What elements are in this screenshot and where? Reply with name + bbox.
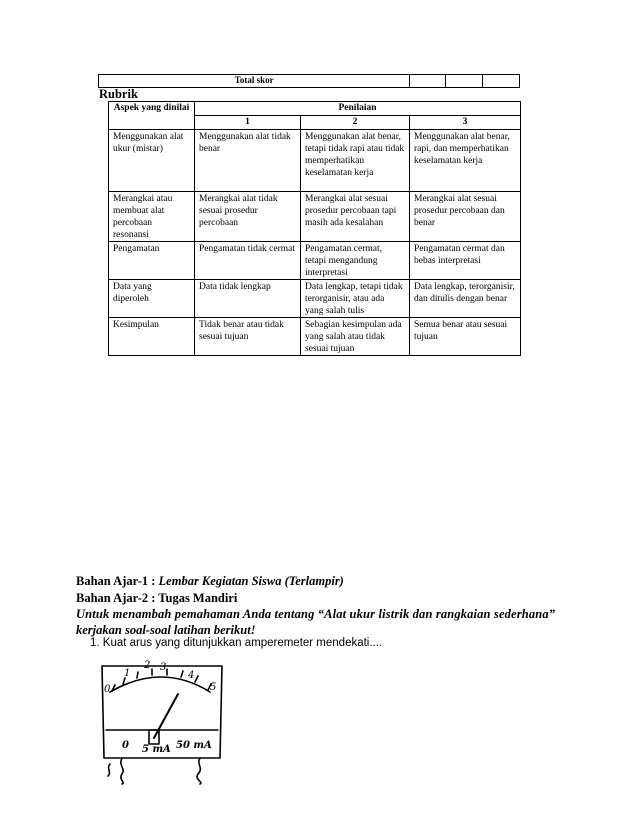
- rubric-table: [108, 101, 521, 356]
- scale-label: 0: [104, 684, 111, 695]
- table-row: [109, 242, 521, 280]
- rubrik-heading: Rubrik: [99, 87, 138, 101]
- table-row: [109, 192, 521, 242]
- terminal-label: 50 mA: [176, 740, 212, 751]
- ammeter-illustration: [92, 658, 232, 786]
- scale-label: 5: [210, 682, 217, 693]
- table-row: [109, 318, 521, 356]
- total-score-label: Total skor: [99, 75, 410, 88]
- total-score-cell[interactable]: [483, 75, 520, 88]
- total-score-table: [98, 74, 520, 88]
- score-3-cell: Semua benar atau sesuai tujuan: [410, 318, 521, 356]
- instruction-line-2: kerjakan soal-soal latihan berikut!: [76, 623, 256, 637]
- question-text: Kuat arus yang ditunjukkan amperemeter mendekati....: [102, 637, 383, 649]
- aspect-header: Aspek yang dinilai: [109, 102, 195, 130]
- terminal-label: 0: [122, 740, 129, 751]
- terminal-label: 5 mA: [142, 744, 171, 755]
- table-row: [109, 280, 521, 318]
- needle-icon: [154, 694, 178, 738]
- bahan-ajar-2-line: Bahan Ajar-2 : Tugas Mandiri: [76, 591, 238, 605]
- bahan-ajar-1-label: Bahan Ajar-1 :: [76, 574, 159, 588]
- score-2-cell: Merangkai alat sesuai prosedur percobaan tapi masih ada kesalahan: [301, 192, 410, 242]
- aspect-cell: Kesimpulan: [109, 318, 195, 356]
- penilaian-header: Penilaian: [195, 102, 521, 116]
- score-3-cell: Menggunakan alat benar, rapi, dan memperhatikan keselamatan kerja: [410, 130, 521, 192]
- score-2-cell: Data lengkap, tetapi tidak terorganisir, atau ada yang salah tulis: [301, 280, 410, 318]
- total-score-cell[interactable]: [446, 75, 483, 88]
- score-1-cell: Data tidak lengkap: [195, 280, 301, 318]
- question-1: [90, 637, 382, 649]
- scale-label: 1: [124, 668, 131, 679]
- score-3-cell: Pengamatan cermat dan bebas interpretasi: [410, 242, 521, 280]
- scale-label: 4: [188, 670, 195, 681]
- total-score-cell[interactable]: [410, 75, 446, 88]
- bahan-ajar-1-line: [76, 573, 344, 589]
- aspect-cell: Menggunakan alat ukur (mistar): [109, 130, 195, 192]
- scale-label: 3: [160, 662, 167, 673]
- wire-left-icon: [121, 758, 123, 784]
- score-2-cell: Menggunakan alat benar, tetapi tidak rapi atau tidak memperhatikan keselamatan kerja: [301, 130, 410, 192]
- total-score-row: [99, 75, 520, 88]
- aspect-cell: Data yang diperoleh: [109, 280, 195, 318]
- score-3-cell: Data lengkap, terorganisir, dan ditulis dengan benar: [410, 280, 521, 318]
- instruction-line-1: Untuk menambah pemahaman Anda tentang “Alat ukur listrik dan rangkaian sederhana”: [76, 607, 556, 621]
- aspect-cell: Merangkai atau membuat alat percobaan resonansi: [109, 192, 195, 242]
- score-header: 2: [301, 116, 410, 130]
- score-header: 1: [195, 116, 301, 130]
- score-1-cell: Merangkai alat tidak sesuai prosedur percobaan: [195, 192, 301, 242]
- rubric-header-row: [109, 102, 521, 116]
- score-2-cell: Pengamatan cermat, tetapi mengandung interpretasi: [301, 242, 410, 280]
- scale-label: 2: [144, 660, 151, 671]
- score-1-cell: Pengamatan tidak cermat: [195, 242, 301, 280]
- wire-right-icon: [197, 758, 201, 784]
- score-1-cell: Tidak benar atau tidak sesuai tujuan: [195, 318, 301, 356]
- score-header: 3: [410, 116, 521, 130]
- score-3-cell: Merangkai alat sesuai prosedur percobaan dan benar: [410, 192, 521, 242]
- wire-coil-icon: [108, 764, 110, 776]
- bahan-ajar-1-value: Lembar Kegiatan Siswa (Terlampir): [158, 574, 344, 588]
- question-number: 1.: [90, 637, 100, 649]
- score-1-cell: Menggunakan alat tidak benar: [195, 130, 301, 192]
- score-2-cell: Sebagian kesimpulan ada yang salah atau tidak sesuai tujuan: [301, 318, 410, 356]
- table-row: [109, 130, 521, 192]
- aspect-cell: Pengamatan: [109, 242, 195, 280]
